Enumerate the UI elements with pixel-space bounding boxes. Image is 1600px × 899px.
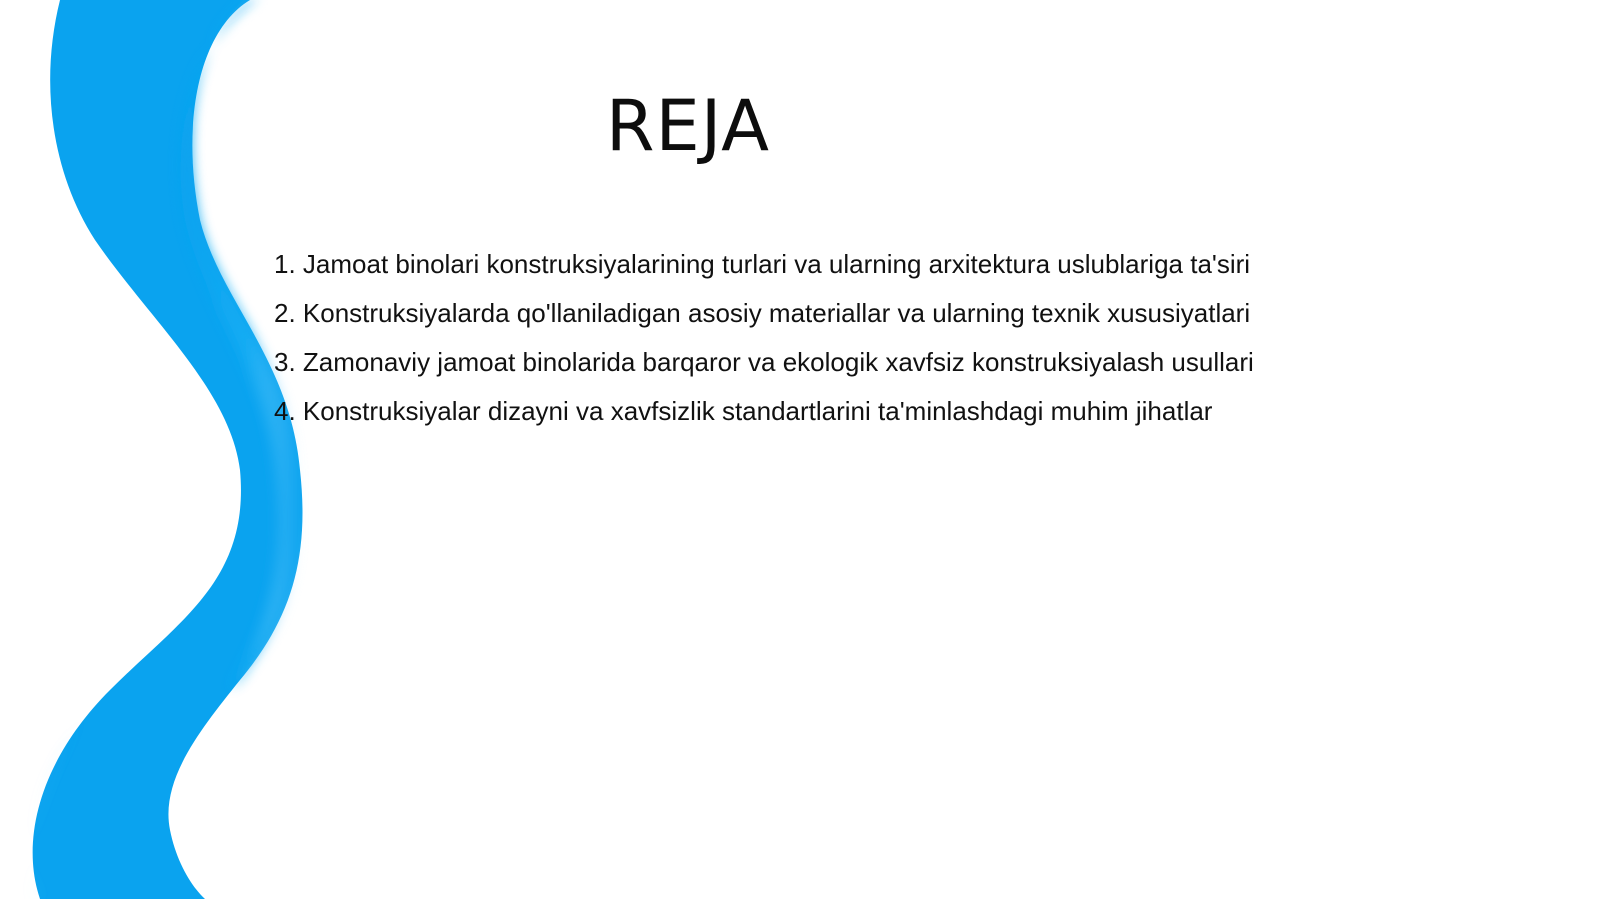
- list-item: 1. Jamoat binolari konstruksiyalarining turlari va ularning arxitektura uslublariga ta'siri: [274, 249, 1251, 279]
- plan-list: [274, 240, 1574, 436]
- list-item: 2. Konstruksiyalarda qo'llaniladigan asosiy materiallar va ularning texnik xususiyatlari: [274, 298, 1251, 328]
- list-item: 3. Zamonaviy jamoat binolarida barqaror va ekologik xavfsiz konstruksiyalash usullari: [274, 347, 1254, 377]
- slide-title: REJA: [605, 85, 771, 167]
- list-item: 4. Konstruksiyalar dizayni va xavfsizlik standartlarini ta'minlashdagi muhim jihatlar: [274, 396, 1213, 426]
